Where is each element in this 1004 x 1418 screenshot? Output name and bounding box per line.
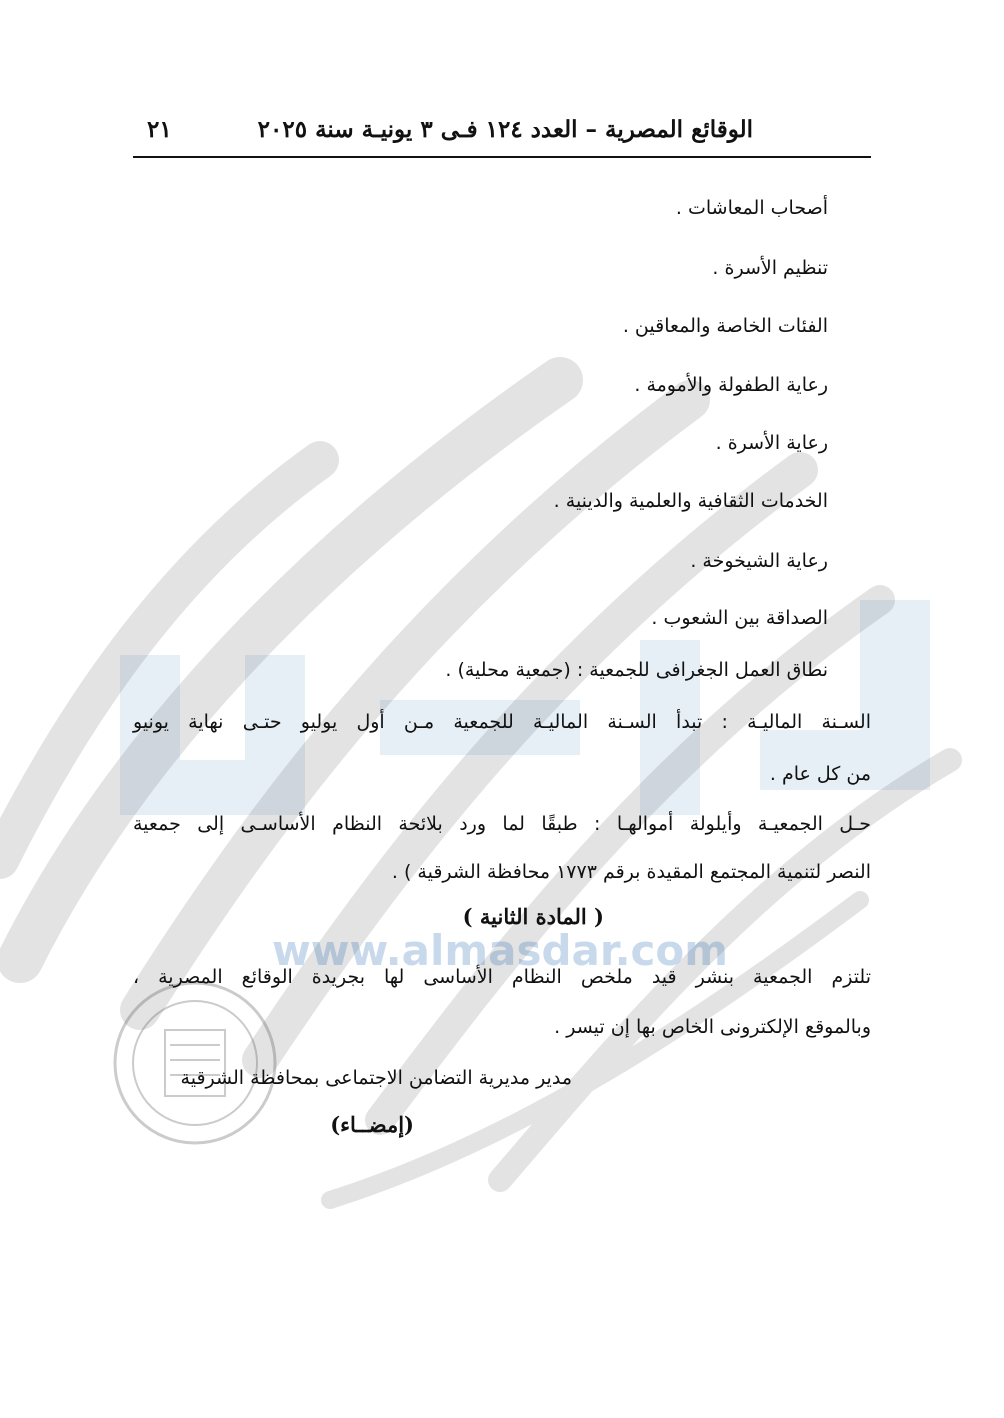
article-body-line-2: وبالموقع الإلكترونى الخاص بها إن تيسر . (554, 1016, 871, 1038)
list-item: تنظيم الأسرة . (712, 257, 828, 279)
header-divider (133, 156, 871, 158)
list-item: رعاية الأسرة . (715, 432, 828, 454)
list-item: الصداقة بين الشعوب . (651, 607, 828, 629)
dissolution-line-1: حـل الجمعيـة وأيلولة أموالهـا : طبقًا لما ورد بلائحة النظام الأساسـى إلى جمعية (133, 813, 871, 835)
header-title: الوقائع المصرية – العدد ١٢٤ فـى ٣ يونيـة سنة ٢٠٢٥ (257, 116, 753, 143)
article-heading: ( المادة الثانية ) (462, 904, 604, 929)
signature-label: (إمضــاء) (330, 1112, 414, 1137)
geographic-scope: نطاق العمل الجغرافى للجمعية : (جمعية محلية) . (445, 659, 828, 681)
article-body-line-1: تلتزم الجمعية بنشر قيد ملخص النظام الأساسى لها بجريدة الوقائع المصرية ، (133, 966, 871, 988)
dissolution-line-2: النصر لتنمية المجتمع المقيدة برقم ١٧٧٣ محافظة الشرقية ) . (391, 861, 871, 883)
page-number: ٢١ (147, 116, 172, 143)
list-item: الفئات الخاصة والمعاقين . (622, 315, 828, 337)
watermark-url: www.almasdar.com (271, 926, 729, 975)
list-item: الخدمات الثقافية والعلمية والدينية . (553, 490, 828, 512)
fiscal-year-line-2: من كل عام . (769, 763, 871, 785)
list-item: رعاية الشيخوخة . (690, 550, 828, 572)
page-header (133, 112, 871, 152)
list-item: رعاية الطفولة والأمومة . (634, 374, 828, 396)
fiscal-year-line-1: السـنة الماليـة : تبدأ السـنة الماليـة للجمعية مـن أول يوليو حتـى نهاية يونيو (133, 711, 871, 733)
signatory-title: مدير مديرية التضامن الاجتماعى بمحافظة الشرقية (180, 1067, 572, 1089)
list-item: أصحاب المعاشات . (675, 197, 828, 219)
